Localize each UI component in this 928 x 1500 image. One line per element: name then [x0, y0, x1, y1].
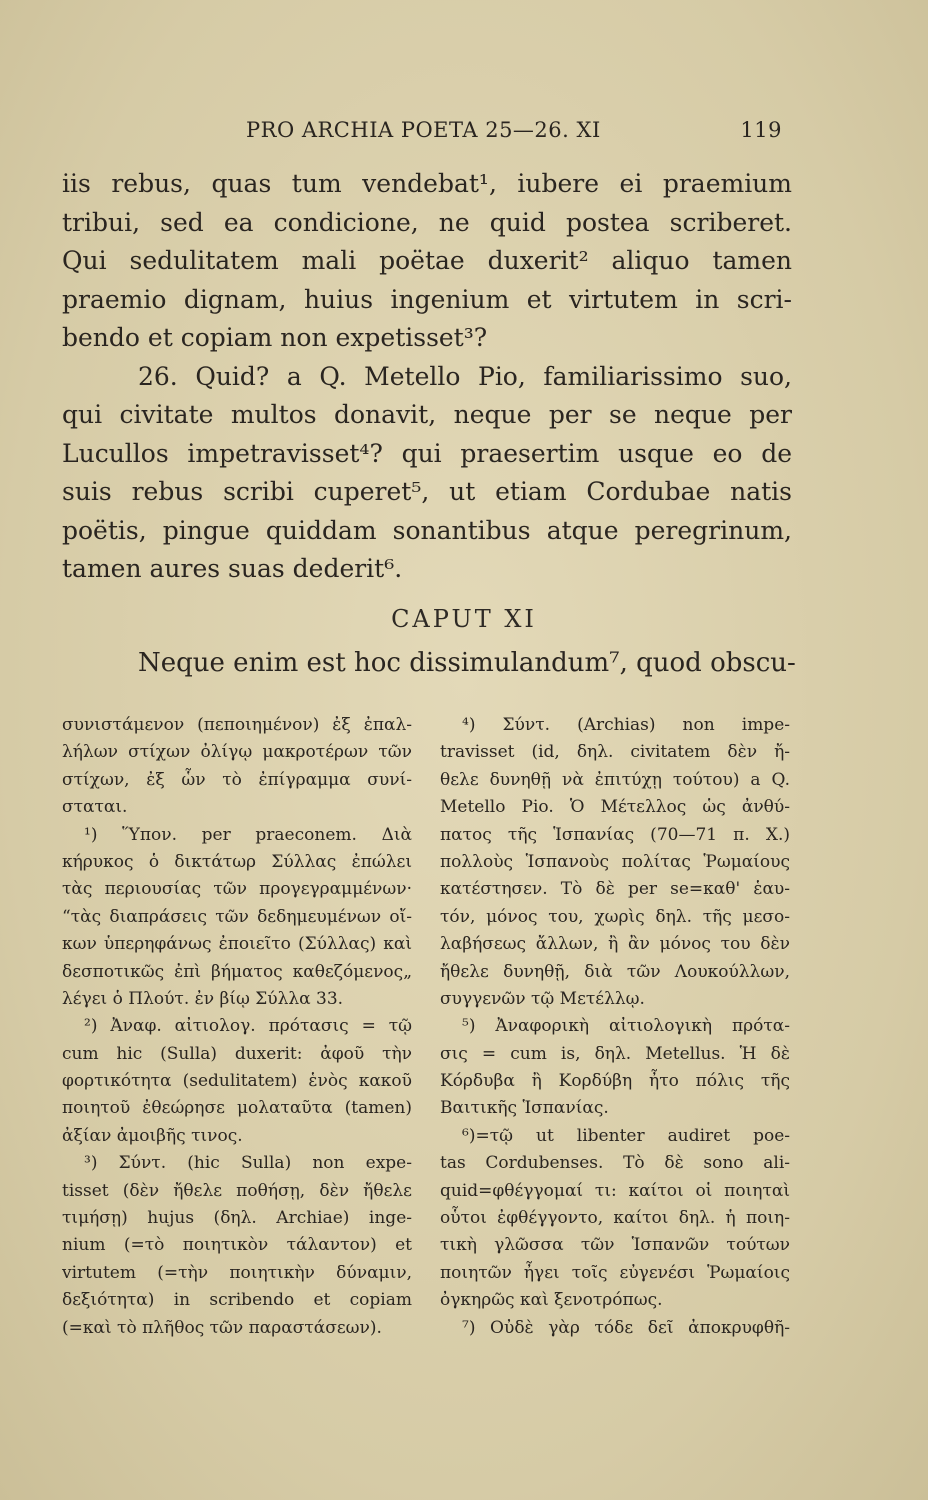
note-line: δεσποτικῶς ἐπὶ βήματος καθεζόμενος„: [62, 961, 412, 982]
note-line: τὰς περιουσίας τῶν προγεγραμμένων·: [62, 879, 412, 900]
note-line: λέγει ὁ Πλούτ. ἐν βίῳ Σύλλα 33.: [62, 988, 344, 1009]
main-line: suis rebus scribi cuperet⁵, ut etiam Cordubae natis: [62, 477, 792, 506]
note-line: ⁶)=τῷ ut libenter audiret poe-: [462, 1125, 790, 1146]
note-line: ⁵) Ἀναφορικὴ αἰτιολογικὴ πρότα-: [462, 1016, 790, 1037]
main-line: Lucullos impetravisset⁴? qui praesertim usque eo de: [62, 438, 792, 468]
note-line: φορτικότητα (sedulitatem) ἑνὸς κακοῦ: [62, 1071, 412, 1092]
note-line: ποιητῶν ἦγει τοῖς εὐγενέσι Ῥωμαίοις: [440, 1262, 790, 1283]
note-line: “τὰς διαπράσεις τῶν δεδημευμένων οἴ-: [62, 906, 412, 927]
note-line: κήρυκος ὁ δικτάτωρ Σύλλας ἐπώλει: [62, 851, 412, 872]
note-line: κων ὑπερηφάνως ἐποιεῖτο (Σύλλας) καὶ: [62, 934, 412, 955]
note-line: virtutem (=τὴν ποιητικὴν δύναμιν,: [62, 1262, 412, 1283]
note-line: συγγενῶν τῷ Μετέλλῳ.: [440, 988, 645, 1009]
note-line: δεξιότητα) in scribendo et copiam: [62, 1290, 412, 1311]
note-line: λαβήσεως ἄλλων, ἢ ἂν μόνος του δὲν: [440, 934, 790, 955]
note-line: κατέστησεν. Τὸ δὲ per se=καθ' ἑαυ-: [440, 879, 790, 900]
note-line: τιμήσῃ) hujus (δηλ. Archiae) inge-: [62, 1208, 412, 1229]
note-line: πατος τῆς Ἱσπανίας (70—71 π. Χ.): [440, 824, 790, 845]
note-line: nium (=τὸ ποιητικὸν τάλαντον) et: [62, 1235, 412, 1256]
note-line: θελε δυνηθῇ νὰ ἐπιτύχῃ τούτου) a Q.: [440, 769, 790, 790]
chapter-first-line: Neque enim est hoc dissimulandum⁷, quod obscu-: [138, 648, 796, 678]
running-title: PRO ARCHIA POETA 25—26. XI: [246, 118, 601, 142]
note-line: στίχων, ἐξ ὧν τὸ ἐπίγραμμα συνί-: [62, 769, 412, 790]
note-line: σις = cum is, δηλ. Metellus. Ἡ δὲ: [440, 1043, 790, 1064]
main-line: qui civitate multos donavit, neque per se neque per: [62, 400, 792, 429]
note-line: ἤθελε δυνηθῇ, διὰ τῶν Λουκούλλων,: [440, 961, 790, 982]
main-line: praemio dignam, huius ingenium et virtutem in scri-: [62, 284, 792, 314]
note-line: οὗτοι ἐφθέγγοντο, καίτοι δηλ. ἡ ποιη-: [440, 1208, 790, 1229]
note-line: tisset (δὲν ἤθελε ποθήσῃ, δὲν ἤθελε: [62, 1180, 412, 1201]
note-line: ποιητοῦ ἐθεώρησε μολαταῦτα (tamen): [62, 1098, 412, 1119]
page-number: 119: [740, 118, 782, 142]
note-line: τικὴ γλῶσσα τῶν Ἱσπανῶν τούτων: [440, 1235, 790, 1256]
note-line: Κόρδυβα ἢ Κορδύβη ἦτο πόλις τῆς: [440, 1071, 790, 1092]
note-line: συνιστάμενον (πεποιημένον) ἐξ ἐπαλ-: [62, 715, 412, 735]
main-text: [62, 165, 792, 589]
note-line: (=καὶ τὸ πλῆθος τῶν παραστάσεων).: [62, 1317, 382, 1338]
note-line: ⁷) Οὐδὲ γὰρ τόδε δεῖ ἀποκρυφθῆ-: [462, 1317, 790, 1338]
main-line: bendo et copiam non expetisset³?: [62, 323, 488, 352]
main-line: tamen aures suas dederit⁶.: [62, 554, 403, 583]
note-line: ³) Σύντ. (hic Sulla) non expe-: [84, 1153, 412, 1174]
main-line: tribui, sed ea condicione, ne quid postea scriberet.: [62, 207, 792, 237]
note-line: ἀξίαν ἀμοιβῆς τινος.: [62, 1125, 243, 1146]
main-line: poëtis, pingue quiddam sonantibus atque peregrinum,: [62, 515, 792, 545]
footnotes-right-column: [440, 712, 790, 1342]
note-line: travisset (id, δηλ. civitatem δὲν ἤ-: [440, 742, 790, 763]
main-line: Qui sedulitatem mali poëtae duxerit² aliquo tamen: [62, 246, 792, 275]
main-line: iis rebus, quas tum vendebat¹, iubere ei praemium: [62, 169, 792, 198]
footnotes-left-column: [62, 712, 412, 1342]
note-line: σταται.: [62, 797, 128, 818]
note-line: λήλων στίχων ὀλίγῳ μακροτέρων τῶν: [62, 742, 412, 763]
main-line: 26. Quid? a Q. Metello Pio, familiarissimo suo,: [138, 361, 792, 391]
note-line: quid=φθέγγομαί τι: καίτοι οἱ ποιηταὶ: [440, 1180, 790, 1201]
note-line: cum hic (Sulla) duxerit: ἀφοῦ τὴν: [62, 1043, 412, 1064]
chapter-heading: CAPUT XI: [391, 605, 537, 633]
note-line: ⁴) Σύντ. (Archias) non impe-: [462, 715, 790, 735]
note-line: τόν, μόνος του, χωρὶς δηλ. τῆς μεσο-: [440, 906, 790, 927]
note-line: Metello Pio. Ὁ Μέτελλος ὡς ἀνθύ-: [440, 797, 790, 818]
note-line: ¹) Ὕπον. per praeconem. Διὰ: [84, 824, 412, 845]
note-line: tas Cordubenses. Τὸ δὲ sono ali-: [440, 1153, 790, 1174]
note-line: ὀγκηρῶς καὶ ξενοτρόπως.: [440, 1290, 663, 1311]
note-line: ²) Ἀναφ. αἰτιολογ. πρότασις = τῷ: [84, 1016, 412, 1037]
note-line: Βαιτικῆς Ἱσπανίας.: [440, 1098, 609, 1119]
note-line: πολλοὺς Ἱσπανοὺς πολίτας Ῥωμαίους: [440, 851, 790, 872]
